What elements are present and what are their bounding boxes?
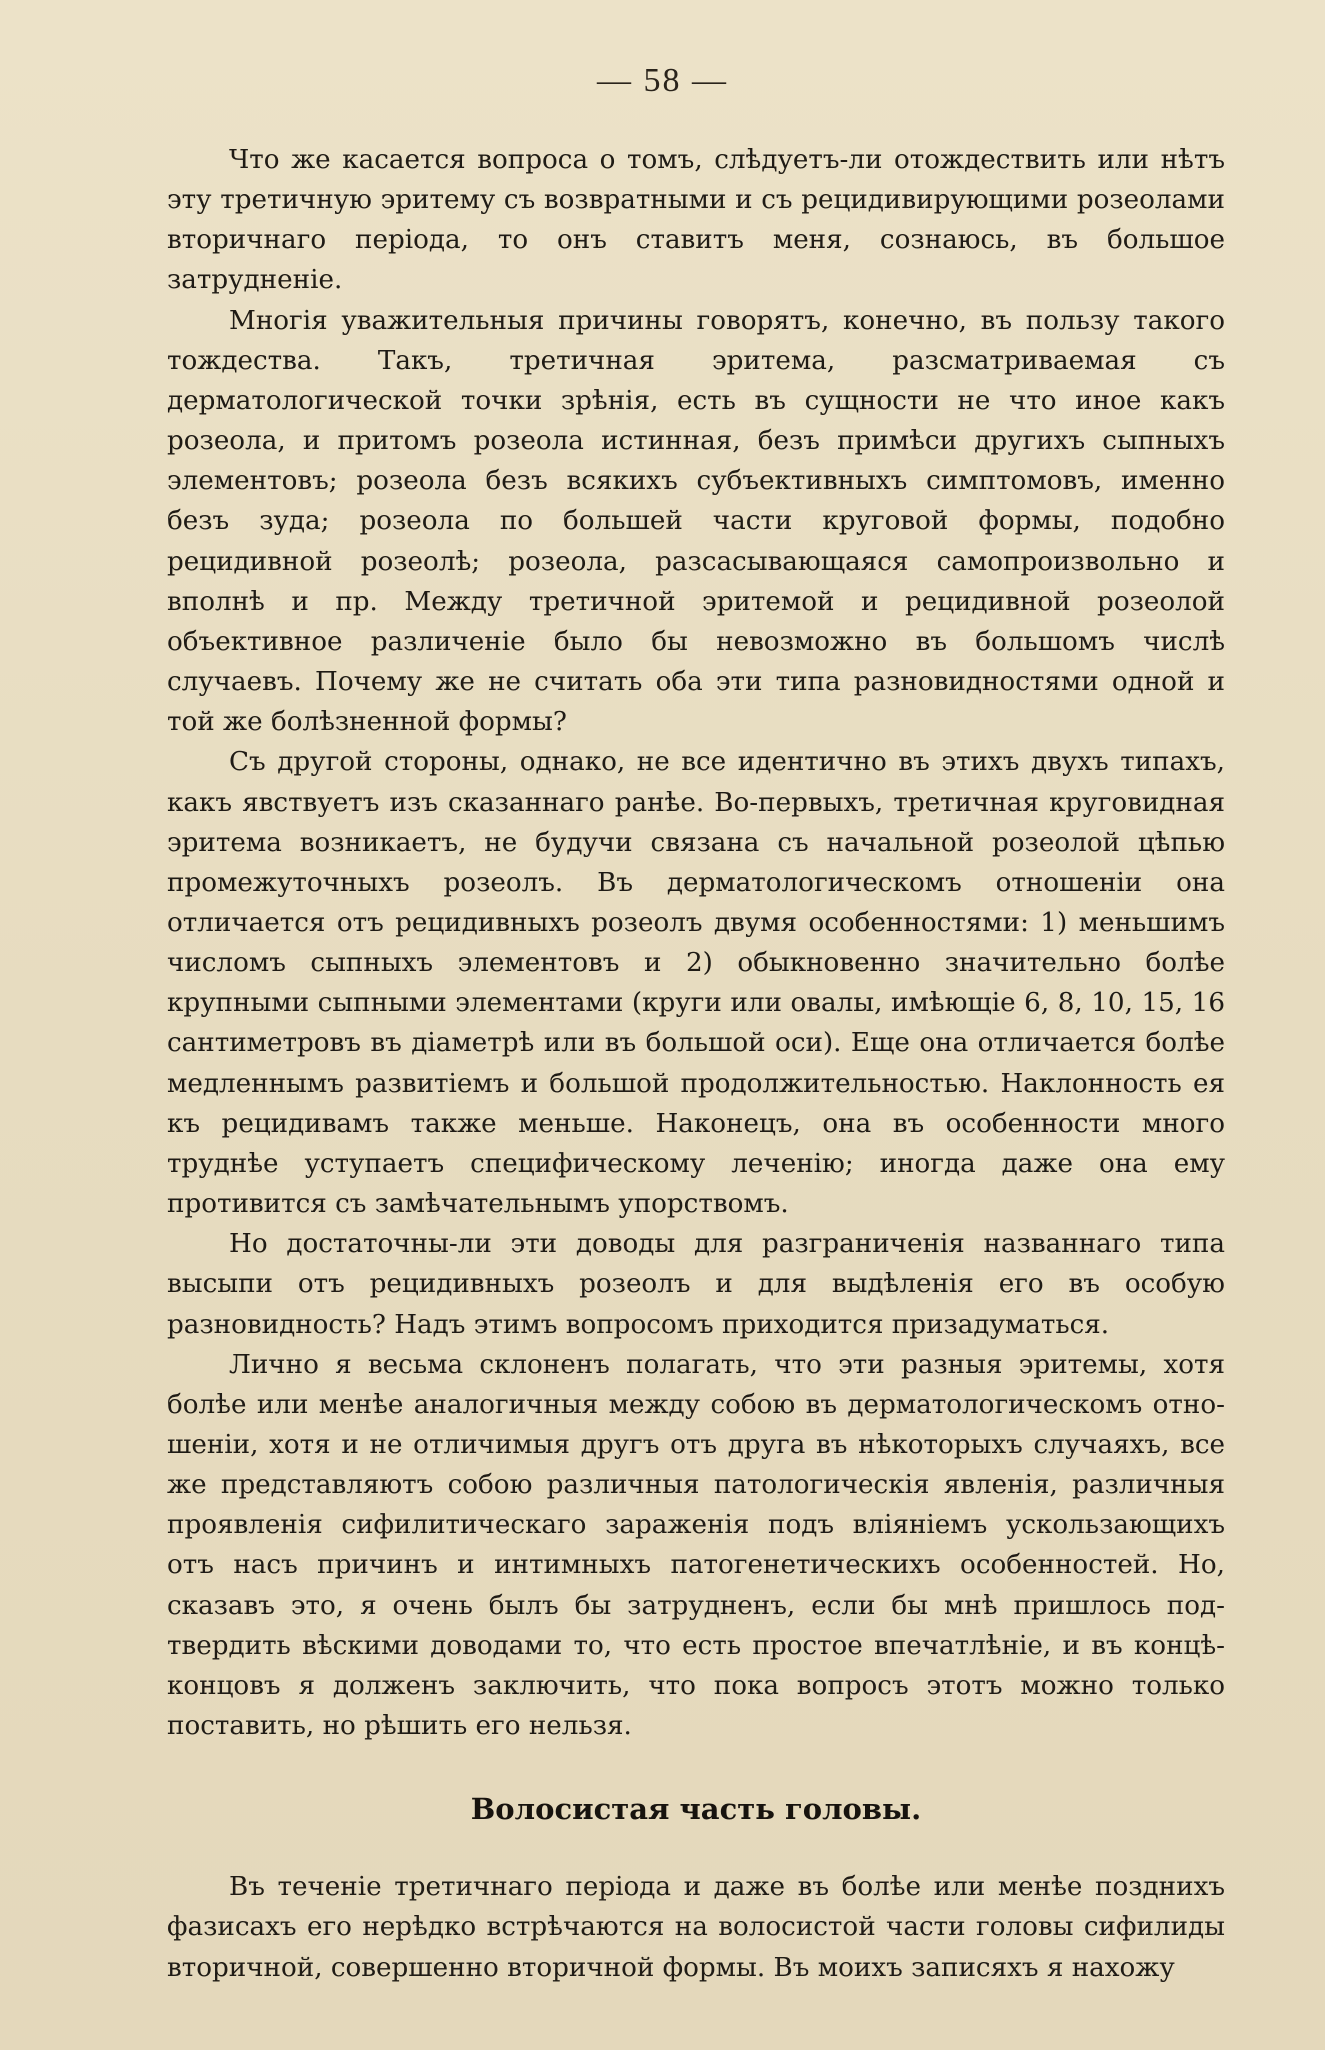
body-text — [167, 140, 1225, 1988]
paragraph: Лично я весьма склоненъ полагать, что эти разныя эритемы, хотя болѣе или менѣе аналогичныя между собою въ дерматологическомъ отношеніи, хотя и не отличимыя другъ отъ друга въ нѣкоторыхъ случаяхъ, все же представляютъ собою различныя патологическія явленія, различныя проявленія сифилитическаго зараженія подъ вліяніемъ ускользающихъ отъ насъ причинъ и интимныхъ патогенетическихъ особенностей. Но, сказавъ это, я очень былъ бы затрудненъ, если бы мнѣ пришлось подтвердить вѣскими доводами то, что есть простое впечатлѣніе, и въ концѣ-концовъ я долженъ заключить, что пока вопросъ этотъ можно только поставить, но рѣшить его нельзя. — [167, 1349, 1225, 1742]
paragraph: Что же касается вопроса о томъ, слѣдуетъ-ли отождествить или нѣтъ эту третичную эритему съ возвратными и съ рецидивирующими розеолами вторичнаго періода, то онъ ставитъ меня, сознаюсь, въ большое затрудненіе. — [167, 145, 1225, 296]
section-heading: Волосистая часть головы. — [470, 1792, 922, 1827]
paragraph: Многія уважительныя причины говорятъ, конечно, въ пользу такого тождества. Такъ, третичная эритема, разсматриваемая съ дерматологической точки зрѣнія, есть въ сущности не что иное какъ розеола, и притомъ розеола истинная, безъ примѣси другихъ сыпныхъ элементовъ; розеола безъ всякихъ субъективныхъ симптомовъ, именно безъ зуда; розеола по большей части круговой формы, подобно рецидивной розеолѣ; розеола, разсасывающаяся самопроизвольно и вполнѣ и пр. Между третичной эритемой и рецидивной розеолой объективное различеніе было бы невозможно въ большомъ числѣ случаевъ. Почему же не считать оба эти типа разновидностями одной и той же болѣзненной формы? — [167, 305, 1225, 738]
page-number: — 58 — — [597, 62, 728, 99]
paragraph: Съ другой стороны, однако, не все идентично въ этихъ двухъ типахъ, какъ явствуетъ изъ сказаннаго ранѣе. Во-первыхъ, третичная круговидная эритема возникаетъ, не будучи связана съ начальной розеолой цѣпью промежуточныхъ розеолъ. Въ дерматологическомъ отношеніи она отличается отъ рецидивныхъ розеолъ двумя особенностями: 1) меньшимъ числомъ сыпныхъ элементовъ и 2) обыкновенно значительно болѣе крупными сыпными элементами (круги или овалы, имѣющіе 6, 8, 10, 15, 16 сантиметровъ въ діаметрѣ или въ большой оси). Еще она отличается болѣе медленнымъ развитіемъ и большой продолжительностью. Наклонность ея къ рецидивамъ также меньше. Наконецъ, она въ особенности много труднѣе уступаетъ специфическому леченію; иногда даже она ему противится съ замѣчательнымъ упорствомъ. — [167, 747, 1225, 1220]
paragraph: Но достаточны-ли эти доводы для разграниченія названнаго типа высыпи отъ рецидивныхъ розеолъ и для выдѣленія его въ особую разновидность? Надъ этимъ вопросомъ приходится призадуматься. — [167, 1229, 1225, 1340]
paragraph: Въ теченіе третичнаго періода и даже въ болѣе или менѣе позднихъ фазисахъ его нерѣдко встрѣчаются на волосистой части головы сифилиды вторичной, совершенно вторичной формы. Въ моихъ записяхъ я нахожу — [167, 1872, 1225, 1983]
